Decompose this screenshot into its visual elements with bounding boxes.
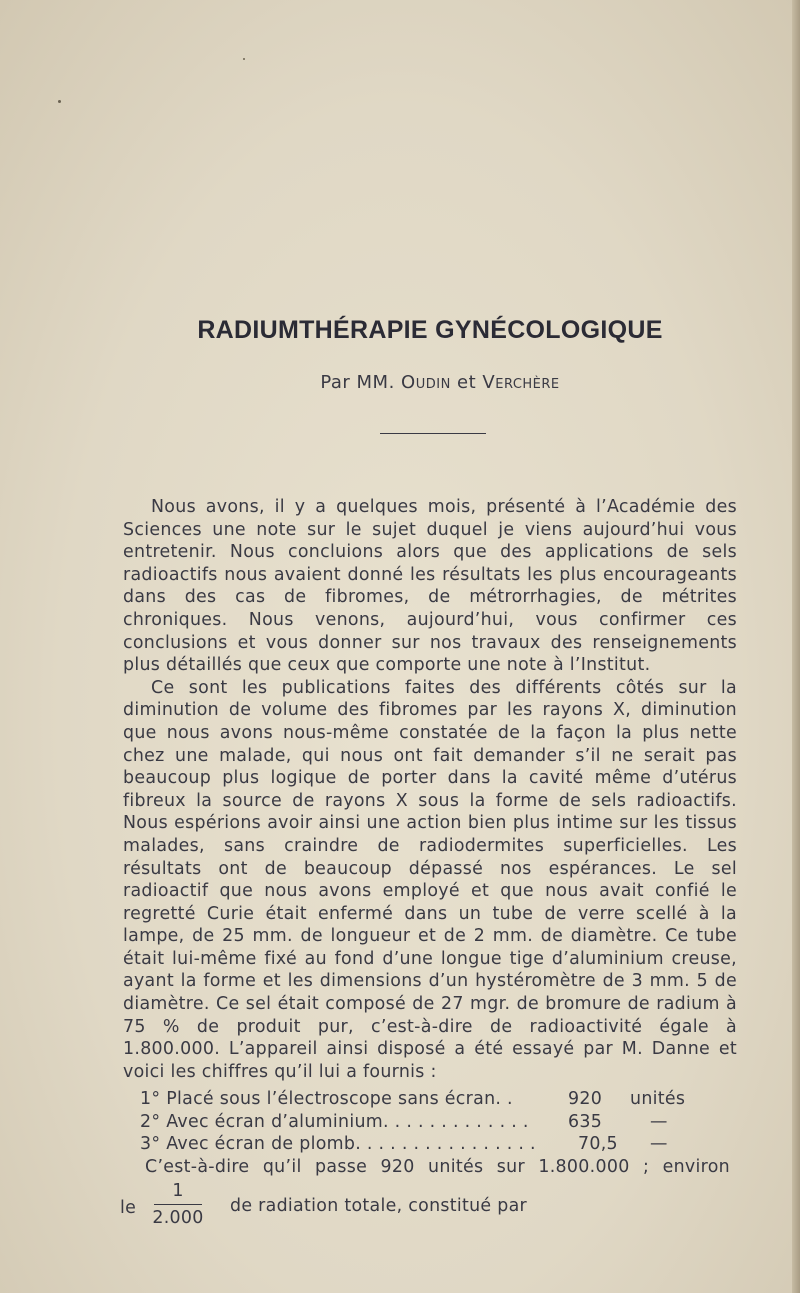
fraction xyxy=(150,1180,206,1229)
fraction-prefix: le xyxy=(120,1198,137,1218)
paper-speck xyxy=(243,58,245,60)
title-divider xyxy=(380,433,486,434)
measurement-list xyxy=(140,1088,740,1156)
fraction-numerator: 1 xyxy=(172,1181,184,1201)
measurement-unit: — xyxy=(650,1111,668,1132)
measurement-row xyxy=(140,1111,740,1134)
author-name: Oudin xyxy=(401,372,451,393)
fraction-denominator: 2.000 xyxy=(152,1208,204,1228)
fraction-suffix: de radiation totale, constitué par xyxy=(230,1196,528,1216)
byline-prefix: Par MM. xyxy=(320,372,395,393)
measurement-unit: — xyxy=(650,1134,668,1155)
measurement-row xyxy=(140,1088,740,1111)
measurement-value: 70,5 xyxy=(578,1134,618,1155)
closing-line: C’est-à-dire qu’il passe 920 unités sur 1.800.000 ; environ xyxy=(145,1157,730,1177)
measurement-label: 2° Avec écran d’aluminium. . . . . . . . . . . . . xyxy=(140,1111,529,1132)
byline xyxy=(0,372,800,393)
page-edge xyxy=(792,0,800,1293)
article-body xyxy=(123,496,737,1083)
byline-conjunction: et xyxy=(457,372,477,393)
measurement-row xyxy=(140,1133,740,1156)
paper-speck xyxy=(58,100,61,103)
measurement-value: 920 xyxy=(568,1089,603,1109)
measurement-value: 635 xyxy=(568,1111,603,1132)
fraction-bar xyxy=(154,1204,202,1205)
measurement-unit: unités xyxy=(630,1089,686,1109)
author-name: Verchère xyxy=(482,372,560,393)
measurement-label: 3° Avec écran de plomb. . . . . . . . . . . . . . . . xyxy=(140,1134,536,1155)
paragraph: Nous avons, il y a quelques mois, présenté à l’Académie des Sciences une note sur le sujet duquel je viens aujourd’hui vous entretenir. Nous concluions alors que des applications de sels radioactifs nous avaient donné les résultats les plus encourageants dans des cas de fibromes, de métrorrhagies, de métrites chroniques. Nous venons, aujourd’hui, vous confirmer ces conclusions et vous donner sur nos travaux des renseignements plus détaillés que ceux que comporte une note à l’Institut. xyxy=(123,497,737,676)
paragraph: Ce sont les publications faites des différents côtés sur la diminution de volume des fibromes par les rayons X, diminution que nous avons nous-même constatée de la façon la plus nette chez une malade, qui nous ont fait demander s’il ne serait pas beaucoup plus logique de porter dans la cavité même d’utérus fibreux la source de rayons X sous la forme de sels radioactifs. Nous espérions avoir ainsi une action bien plus intime sur les tissus malades, sans craindre de radiodermites superficielles. Les résultats ont de beaucoup dépassé nos espérances. Le sel radioactif que nous avons employé et que nous avait confié le regretté Curie était enfermé dans un tube de verre scellé à la lampe, de 25 mm. de longueur et de 2 mm. de diamètre. Ce tube était lui-même fixé au fond d’une longue tige d’aluminium creuse, ayant la forme et les dimensions d’un hystéromètre de 3 mm. 5 de diamètre. Ce sel était composé de 27 mgr. de bromure de radium à 75 % de produit pur, c’est-à-dire de radioactivité égale à 1.800.000. L’appareil ainsi disposé a été essayé par M. Danne et voici les chiffres qu’il lui a fournis : xyxy=(123,677,737,1082)
fraction-line xyxy=(120,1180,720,1240)
article-title: RADIUMTHÉRAPIE GYNÉCOLOGIQUE xyxy=(197,316,663,344)
measurement-label: 1° Placé sous l’électroscope sans écran. . xyxy=(140,1089,513,1109)
